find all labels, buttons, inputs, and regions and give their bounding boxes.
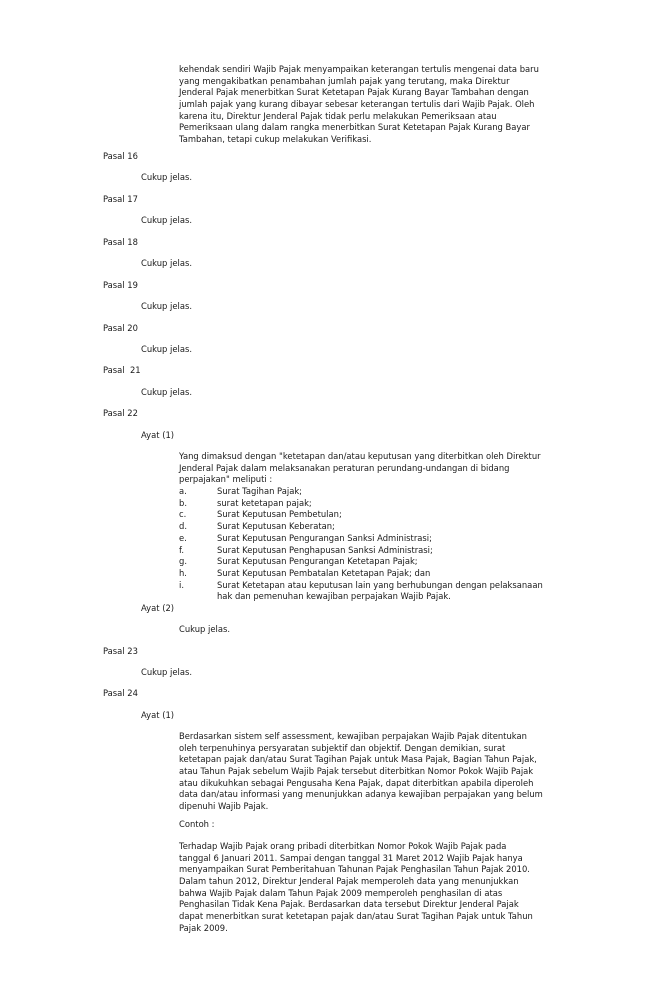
list-item-text: hak dan pemenuhan kewajiban perpajakan Wajib Pajak. [217, 591, 451, 602]
list-item [179, 556, 543, 568]
pasal-19-heading: Pasal 19 [103, 280, 138, 290]
list-letter: i. [179, 579, 184, 590]
pasal-16-text: Cukup jelas. [141, 172, 192, 182]
text-line: Tambahan, tetapi cukup melakukan Verifikasi. [179, 134, 372, 145]
text-line: Berdasarkan sistem self assessment, kewajiban perpajakan Wajib Pajak ditentukan [179, 731, 527, 741]
pasal-21-text: Cukup jelas. [141, 387, 192, 397]
list-item [179, 486, 543, 498]
list-item [179, 498, 543, 510]
list-item [179, 545, 543, 557]
list-item-text: Surat Keputusan Pembetulan; [217, 509, 342, 520]
list-item-text: surat ketetapan pajak; [217, 497, 312, 508]
pasal-18-text: Cukup jelas. [141, 258, 192, 268]
text-line: karena itu, Direktur Jenderal Pajak tidak perlu melakukan Pemeriksaan atau [179, 110, 497, 121]
text-line: Terhadap Wajib Pajak orang pribadi diterbitkan Nomor Pokok Wajib Pajak pada [179, 841, 507, 851]
text-line: dipenuhi Wajib Pajak. [179, 801, 269, 812]
text-line: oleh terpenuhinya persyaratan subjektif dan objektif. Dengan demikian, surat [179, 742, 506, 753]
text-line: Penghasilan Tidak Kena Pajak. Berdasarkan data tersebut Direktur Jenderal Pajak [179, 899, 519, 910]
text-line: jumlah pajak yang kurang dibayar sebesar keterangan tertulis dari Wajib Pajak. Oleh [179, 99, 535, 110]
list-letter: c. [179, 509, 187, 520]
pasal-20-heading: Pasal 20 [103, 323, 138, 333]
list-item-text: Surat Keputusan Keberatan; [217, 521, 335, 532]
pasal-21-heading: Pasal 21 [103, 365, 141, 375]
text-line: kehendak sendiri Wajib Pajak menyampaikan keterangan tertulis mengenai data baru [179, 64, 539, 74]
text-line: data dan/atau informasi yang menunjukkan adanya kewajiban perpajakan yang belum [179, 789, 543, 800]
intro-paragraph [179, 64, 539, 146]
list-item-text: Surat Keputusan Penghapusan Sanksi Administrasi; [217, 544, 433, 555]
list-item-text: Surat Ketetapan atau keputusan lain yang berhubungan dengan pelaksanaan [217, 579, 543, 590]
pasal-22-ayat-2-text: Cukup jelas. [179, 624, 230, 634]
list-item [179, 509, 543, 521]
list-letter: g. [179, 556, 187, 567]
text-line: perpajakan" meliputi : [179, 474, 273, 485]
text-line: dapat menerbitkan surat ketetapan pajak dan/atau Surat Tagihan Pajak untuk Tahun [179, 911, 533, 922]
list-letter: f. [179, 544, 185, 555]
text-line: Jenderal Pajak dalam melaksanakan peraturan perundang-undangan di bidang [179, 462, 510, 473]
pasal-24-heading: Pasal 24 [103, 688, 138, 698]
pasal-22-ayat-2-label: Ayat (2) [141, 603, 175, 613]
list-item-text: Surat Keputusan Pengurangan Ketetapan Pajak; [217, 556, 418, 567]
text-line: atau dikukuhkan sebagai Pengusaha Kena Pajak, dapat diterbitkan apabila diperoleh [179, 777, 534, 788]
list-item [179, 521, 543, 533]
text-line: Jenderal Pajak menerbitkan Surat Ketetapan Pajak Kurang Bayar Tambahan dengan [179, 87, 529, 98]
list-letter: h. [179, 567, 187, 578]
text-line: atau Tahun Pajak sebelum Wajib Pajak tersebut diterbitkan Nomor Pokok Wajib Pajak [179, 766, 534, 777]
pasal-20-text: Cukup jelas. [141, 344, 192, 354]
list-item-text: Surat Keputusan Pengurangan Sanksi Administrasi; [217, 532, 432, 543]
text-line: bahwa Wajib Pajak dalam Tahun Pajak 2009 memperoleh penghasilan di atas [179, 887, 503, 898]
text-line: yang mengakibatkan penambahan jumlah pajak yang terutang, maka Direktur [179, 75, 510, 86]
list-item [179, 533, 543, 545]
pasal-22-ayat-1-list [179, 486, 543, 603]
list-letter: b. [179, 497, 187, 508]
pasal-22-ayat-1-label: Ayat (1) [141, 430, 175, 440]
pasal-16-heading: Pasal 16 [103, 151, 138, 161]
list-letter: a. [179, 486, 187, 496]
pasal-23-heading: Pasal 23 [103, 646, 138, 656]
text-line: tanggal 6 Januari 2011. Sampai dengan tanggal 31 Maret 2012 Wajib Pajak hanya [179, 852, 523, 863]
list-item [179, 580, 543, 603]
pasal-22-heading: Pasal 22 [103, 408, 138, 418]
pasal-22-ayat-1-text [179, 451, 541, 486]
list-letter: e. [179, 532, 187, 543]
list-item [179, 568, 543, 580]
pasal-23-text: Cukup jelas. [141, 667, 192, 677]
list-letter: d. [179, 521, 187, 532]
text-line: Dalam tahun 2012, Direktur Jenderal Pajak memperoleh data yang menunjukkan [179, 876, 519, 887]
text-line: ketetapan pajak dan/atau Surat Tagihan Pajak untuk Masa Pajak, Bagian Tahun Pajak, [179, 754, 537, 765]
pasal-24-example-text [179, 841, 533, 935]
list-item-text: Surat Keputusan Pembatalan Ketetapan Pajak; dan [217, 567, 431, 578]
text-line: Pajak 2009. [179, 922, 228, 933]
pasal-17-heading: Pasal 17 [103, 194, 138, 204]
text-line: Pemeriksaan ulang dalam rangka menerbitkan Surat Ketetapan Pajak Kurang Bayar [179, 122, 530, 133]
pasal-19-text: Cukup jelas. [141, 301, 192, 311]
text-line: Yang dimaksud dengan "ketetapan dan/atau keputusan yang diterbitkan oleh Direktur [179, 451, 541, 461]
pasal-24-ayat-1-label: Ayat (1) [141, 710, 175, 720]
pasal-24-example-label: Contoh : [179, 819, 215, 829]
list-item-text: Surat Tagihan Pajak; [217, 486, 302, 496]
pasal-24-ayat-1-text [179, 731, 543, 813]
text-line: menyampaikan Surat Pemberitahuan Tahunan Pajak Penghasilan Tahun Pajak 2010. [179, 864, 530, 875]
pasal-17-text: Cukup jelas. [141, 215, 192, 225]
pasal-18-heading: Pasal 18 [103, 237, 138, 247]
